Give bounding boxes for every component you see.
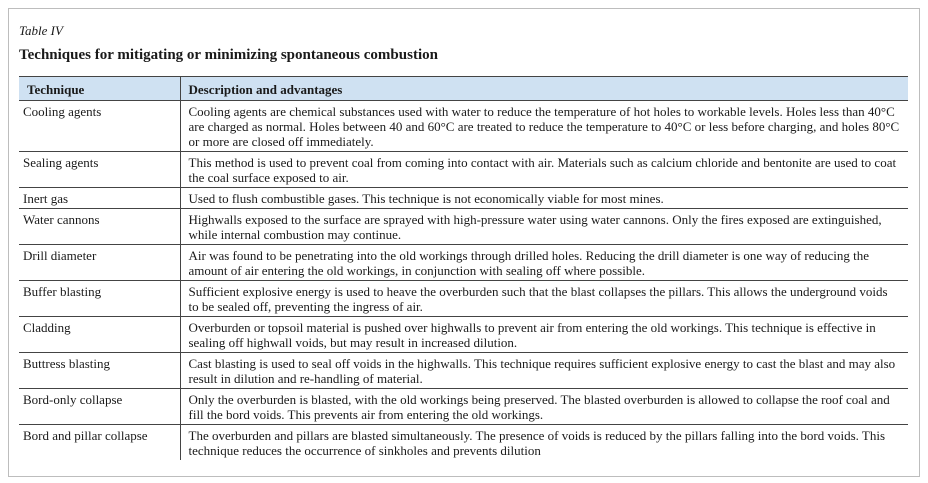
technique-cell: Sealing agents (19, 152, 180, 188)
technique-cell: Water cannons (19, 209, 180, 245)
table-row (19, 317, 908, 353)
techniques-table (19, 76, 908, 460)
table-row (19, 245, 908, 281)
technique-cell: Inert gas (19, 188, 180, 209)
description-cell: The overburden and pillars are blasted simultaneously. The presence of voids is reduced by the pillars falling into the bord voids. This technique reduces the occurrence of sinkholes and prevents dilution (180, 425, 908, 461)
technique-cell: Cladding (19, 317, 180, 353)
table-row (19, 281, 908, 317)
technique-cell: Bord and pillar collapse (23, 428, 148, 443)
header-description: Description and advantages (180, 77, 908, 101)
table-title: Techniques for mitigating or minimizing spontaneous combustion (19, 47, 438, 63)
table-label: Table IV (19, 23, 63, 38)
description-cell: Air was found to be penetrating into the old workings through drilled holes. Reducing the drill diameter is one way of reducing the amount of air entering the old workings, in conjunction with sealing off where possible. (180, 245, 908, 281)
table-row (19, 209, 908, 245)
table-row (19, 389, 908, 425)
table-row (19, 425, 908, 461)
description-cell: Sufficient explosive energy is used to heave the overburden such that the blast collapses the pillars. This allows the underground voids to be sealed off, preventing the ingress of air. (180, 281, 908, 317)
description-cell: Cast blasting is used to seal off voids in the highwalls. This technique requires sufficient explosive energy to cast the blast and may also result in dilution and re-handling of material. (180, 353, 908, 389)
table-row (19, 353, 908, 389)
technique-cell: Buffer blasting (19, 281, 180, 317)
technique-cell: Buttress blasting (19, 353, 180, 389)
table-row (19, 101, 908, 152)
description-cell: This method is used to prevent coal from coming into contact with air. Materials such as calcium chloride and bentonite are used to coat the coal surface exposed to air. (180, 152, 908, 188)
table-row (19, 188, 908, 209)
header-row (19, 77, 908, 101)
description-cell: Highwalls exposed to the surface are sprayed with high-pressure water using water cannons. Only the fires exposed are extinguished, while internal combustion may continue. (180, 209, 908, 245)
description-cell: Used to flush combustible gases. This technique is not economically viable for most mines. (180, 188, 908, 209)
description-cell: Overburden or topsoil material is pushed over highwalls to prevent air from entering the old workings. This technique is effective in sealing off highwall voids, but may result in increased dilution. (180, 317, 908, 353)
technique-cell: Cooling agents (19, 101, 180, 152)
header-technique: Technique (19, 77, 180, 101)
table-frame (8, 8, 920, 477)
description-cell: Cooling agents are chemical substances used with water to reduce the temperature of hot holes to workable levels. Holes less than 40°C are charged as normal. Holes between 40 and 60°C are treated to reduce the temperature to 40°C or less before charging, and holes 80°C or more are closed off immediately. (180, 101, 908, 152)
technique-cell: Bord-only collapse (19, 389, 180, 425)
table-row (19, 152, 908, 188)
technique-cell: Drill diameter (19, 245, 180, 281)
description-cell: Only the overburden is blasted, with the old workings being preserved. The blasted overburden is allowed to collapse the roof coal and fill the bord voids. This prevents air from entering the old workings. (180, 389, 908, 425)
